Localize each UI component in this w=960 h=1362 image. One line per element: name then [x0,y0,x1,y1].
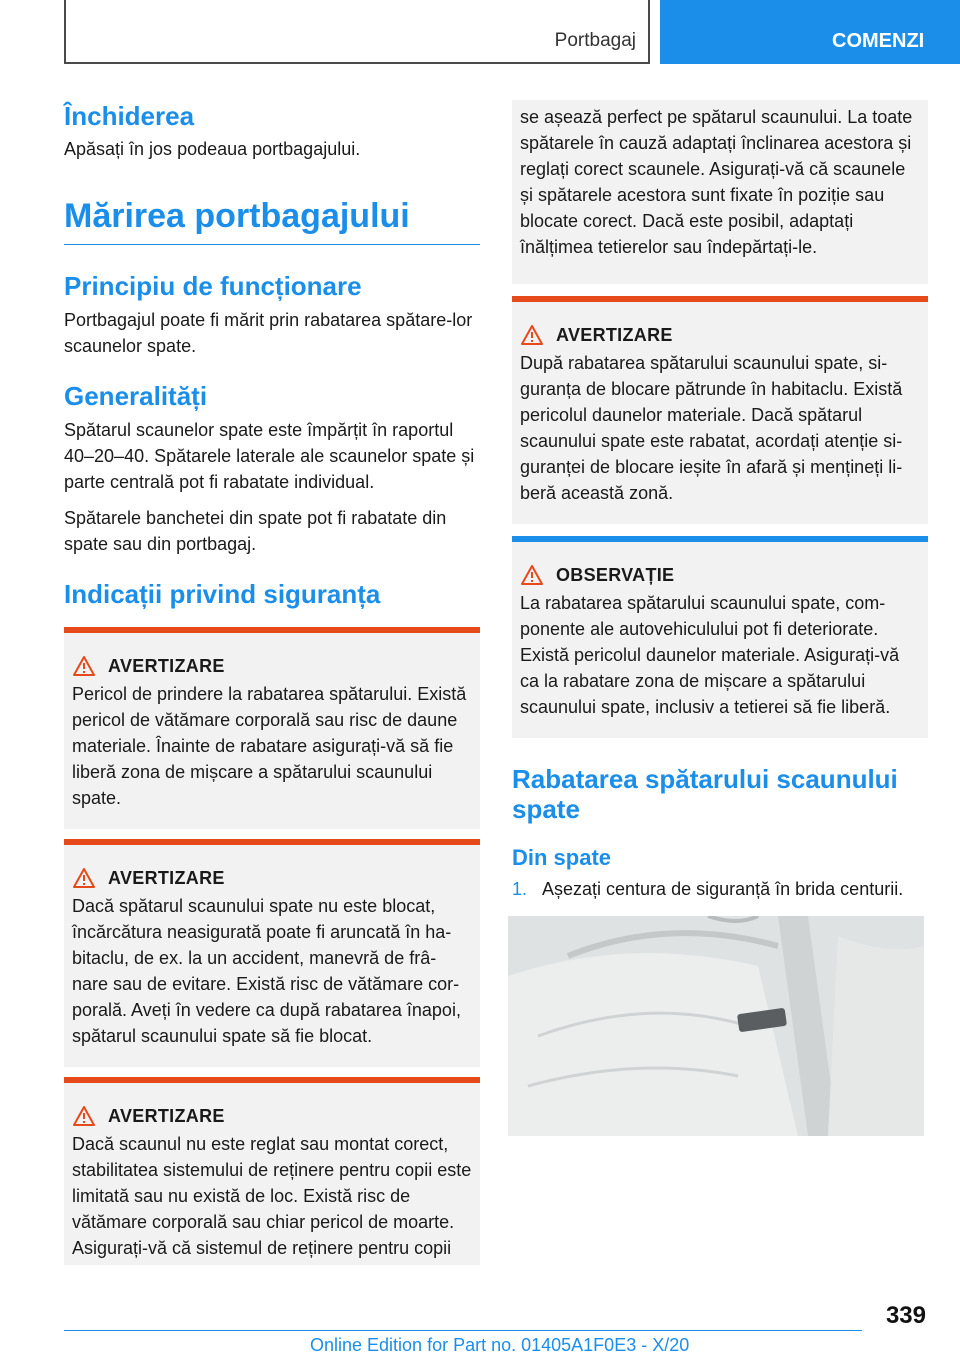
seat-illustration [508,916,924,1136]
notice-triangle-icon [520,564,544,586]
warning-label: AVERTIZARE [556,324,673,345]
page-number: 339 [885,1302,926,1329]
continued-warning-box [512,100,928,284]
right-column [512,100,928,1136]
header-chapter-label: COMENZI [832,30,925,52]
step-number: 1. [512,879,528,899]
warning-text: Dacă scaunul nu este reglat sau montat corect, stabilitatea sistemului de reținere pentru copii este limitată sau nu există de loc. Există risc de vătămare corporală sau chiar pericol de moarte. Asigurați-vă că sistemul de reținere pentru copii [72,1134,472,1258]
warning-box-1 [64,627,480,829]
main-heading: Mărirea portbagajului [64,197,410,235]
rear-seat-photo [508,916,924,1136]
safety-heading: Indicații privind siguranța [64,579,381,609]
general-heading: Generalități [64,381,208,411]
header-section-title: Portbagaj [554,30,636,51]
warning-label: AVERTIZARE [108,1105,225,1126]
general-paragraph-2: Spătarele banchetei din spate pot fi rabatate din spate sau din portbagaj. [64,508,447,554]
main-heading-rule [64,244,480,245]
warning-text: Dacă spătarul scaunului spate nu este blocat, încărcătura neasigurată poate fi aruncată în ha-bitaclu, de ex. la un accident, manevră de frâ-nare sau de evitare. Există risc de vătămare cor-porală. Aveți în vedere ca după rabatarea înapoi, spătarul scaunului spate să fie blocat. [72,896,461,1046]
warning-box-3 [64,1077,480,1265]
footer-rule [64,1330,862,1331]
warning-triangle-icon [72,867,96,889]
step-text: Așezați centura de siguranță în brida centurii. [542,879,904,899]
step-item [512,876,928,902]
general-paragraph-1: Spătarul scaunelor spate este împărțit în raportul 40–20–40. Spătarele laterale ale scaunelor spate și parte centrală pot fi rabatate individual. [64,420,475,492]
warning-box-2 [64,839,480,1067]
principle-text: Portbagajul poate fi mărit prin rabatarea spătare-lor scaunelor spate. [64,310,473,356]
fold-heading: Rabatarea spătarului scaunului spate [512,764,898,824]
warning-triangle-icon [72,1105,96,1127]
continued-warning-text: se așează perfect pe spătarul scaunului. La toate spătarele în cauză adaptați înclinarea acestora și reglați corect scaunele. Asigurați-vă că scaunele și spătarele acestora sunt fixate în poziție sau blocate corect. Dacă este posibil, adaptați înălțimea tetierelor sau îndepărtați-le. [520,107,913,257]
left-column [64,100,480,1265]
closing-heading: Închiderea [64,101,195,131]
header-section-box [64,0,650,64]
warning-text: După rabatarea spătarului scaunului spate, si-guranța de blocare pătrunde în habitaclu. Există pericolul daunelor materiale. Dacă spătarul scaunului spate este rabatat, acordați atenție si-guranței de blocare ieșite în afară și mențineți li-beră această zonă. [520,353,903,503]
warning-label: AVERTIZARE [108,867,225,888]
warning-triangle-icon [72,655,96,677]
from-rear-heading: Din spate [512,845,612,870]
warning-text: Pericol de prindere la rabatarea spătarului. Există pericol de vătămare corporală sau risc de daune materiale. Înainte de rabatare asigurați-vă să fie liberă zona de mișcare a spătarului scaunului spate. [72,684,467,808]
closing-text: Apăsați în jos podeaua portbagajului. [64,139,361,159]
notice-label: OBSERVAȚIE [556,564,675,585]
principle-heading: Principiu de funcționare [64,271,362,301]
warning-label: AVERTIZARE [108,655,225,676]
footer-edition: Online Edition for Part no. 01405A1F0E3 - X/20 [310,1335,690,1355]
warning-box-4 [512,296,928,524]
notice-text: La rabatarea spătarului scaunului spate, com-ponente ale autovehiculului pot fi deteriorate. Există pericolul daunelor materiale. Asigurați-vă ca la rabatare zona de mișcare a spătarului scaunului spate, inclusiv a tetierei să fie liberă. [520,593,900,717]
notice-box [512,536,928,738]
warning-triangle-icon [520,324,544,346]
